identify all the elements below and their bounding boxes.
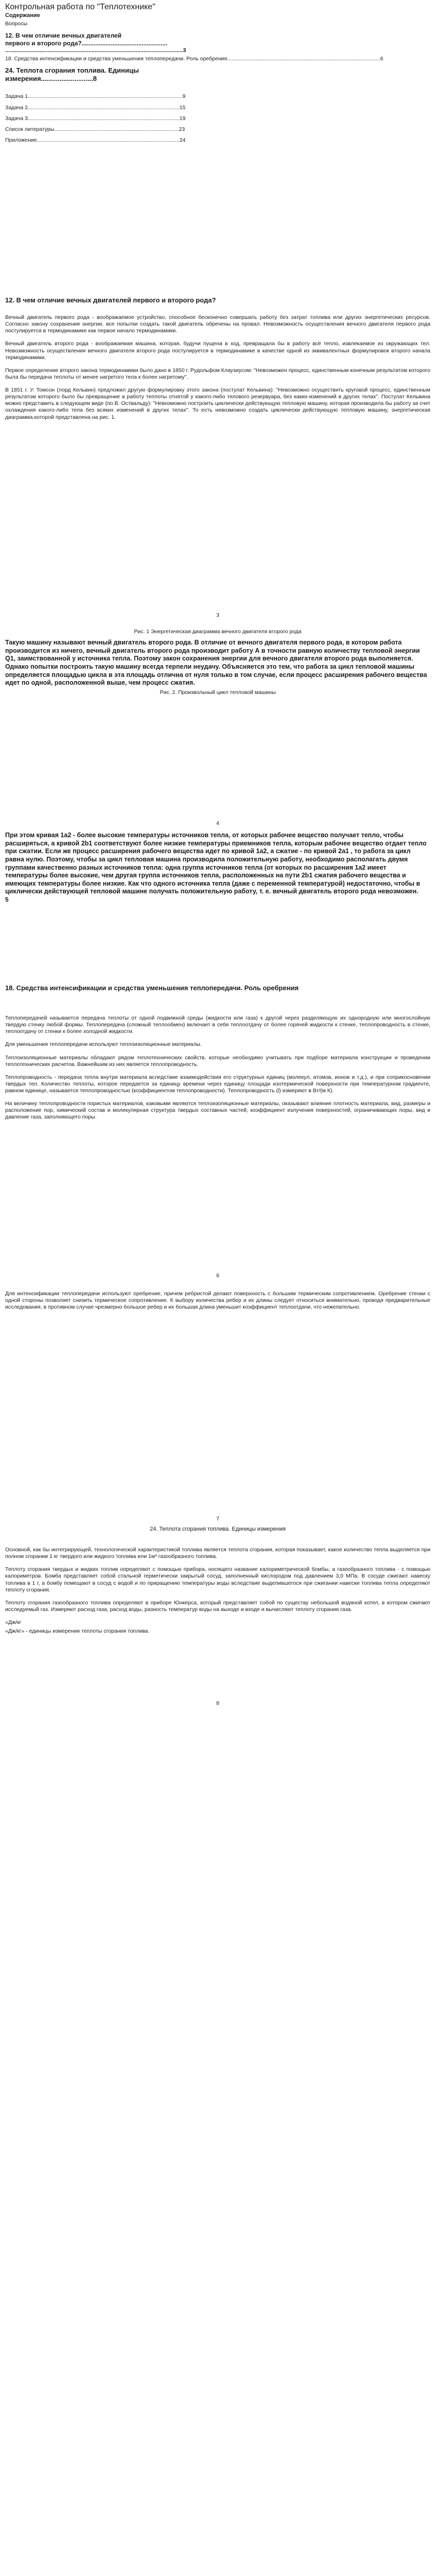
section-24-paragraph-5: «Дж/кг» - единицы измерения теплоты сгорания топлива. xyxy=(5,1628,150,1635)
page-number-7-wrap xyxy=(5,1516,430,1522)
section-18-title: 18. Средства интенсификации и средства уменьшения теплопередачи. Роль оребрения xyxy=(5,984,299,992)
page-number: 6 xyxy=(216,1273,219,1279)
section-12-heading xyxy=(5,296,430,304)
section-18-paragraph-3: Теплоизоляционные материалы обладают рядом теплотехнических свойств, которые необходимо учитывать при подборе материала конструкции и проведении теплотехнических расчетов. Важнейшим из них является теплопроводность. xyxy=(5,1054,430,1067)
questions-label: Вопросы xyxy=(5,20,28,27)
document-title: Контрольная работа по "Теплотехнике" xyxy=(5,3,155,11)
toc-item-18[interactable]: 18. Средства интенсификации и средства уменьшения теплопередачи. Роль оребрения......................................................................................................6 xyxy=(5,55,383,62)
section-12-paragraph-4: В 1851 г. У. Томсон (лорд Кельвин) предложил другую формулировку этого закона (постулат Кельвина): "Невозможно осуществить круговой процесс, единственным результатом которого было бы превращение в работу теплоты отнятой у какого-либо телового резервуара, без каких-изменений в других телах". Постулат Кельвина можно представить в следующем виде (по В. Оствальду): "Невозможно построить циклически действующую тепловую машину, которая производила бы работу за счет охлаждения какого-либо тела без всяких изменений в других телах". То есть невозможно создать циклически действующую тепловую машину, энергетическая диаграмма которой представлена на рис. 1. xyxy=(5,387,430,420)
toc-item-24-line1[interactable]: 24. Теплота сгорания топлива. Единицы xyxy=(5,66,139,74)
section-18-paragraph-4: Теплопроводность - передача тепла внутри материала вследствие взаимодействия его структурных единиц (молекул, атомов, ионов и т.д.), и при соприкосновении твердых тел. Количество теплоты, которое передается за единицу времени через единицу площади изотермической поверхности при температурном градиенте, равном единице, называется теплопроводностью (коэффициентом теплопроводности). Теплопроводность (l) измеряют в Вт/(м К). xyxy=(5,1074,430,1094)
toc-item-12-line3[interactable]: .................................................................................................................3 xyxy=(5,47,186,54)
page-number: 8 xyxy=(216,1700,219,1706)
section-12-paragraph-3: Первое определение второго закона термодинамики было дано в 1850 г. Рудольфом Клаузиусом: "Невозможен процесс, единственным конечным результатом которого была бы передача теплоты от менее нагретого тела к более нагретому". xyxy=(5,367,430,380)
toc-bibliography[interactable]: Список литературы...................................................................................23 xyxy=(5,126,185,132)
toc-appendix[interactable]: Приложение...............................................................................................24 xyxy=(5,137,186,143)
page-number-3-wrap xyxy=(5,612,430,619)
page-number-8-wrap xyxy=(5,1700,430,1707)
section-24-paragraph-2: Теплоту сгорания твердых и жидких топлив определяют с помощью прибора, носящего название калориметрической бомбы, а газообразного топлива - с помощью калориметров. Бомба представляет собой стальной герметически закрытый сосуд, заполненный кислородом под давлением 3,0 МПа. В сосуде сжигают навеску топлива в 1 г, а бомбу помещают в сосуд с водой и по приращению температуры воды вследствие выделившегося при сжигании навески топлива тепла определяют теплоту сгорания. xyxy=(5,1566,430,1593)
section-24-body xyxy=(5,1547,430,1641)
section-24-heading xyxy=(5,1526,430,1533)
section-12-paragraph-1: Вечный двигатель первого рода - воображаемое устройство, способное бесконечно совершать работу без затрат топлива или других энергетических ресурсов. Согласно закону сохранения энергии, все попытки создать такой двигатель обречены на провал. Невозможность осуществления вечного двигателя первого рода постулируется в термодинамике как первое начало термодинамики. xyxy=(5,314,430,334)
section-12-bold-paragraph-2: При этом кривая 1а2 - более высокие температуры источников тепла, от которых рабочее вещество получает тепло, чтобы расширяться, а кривой 2b1 соответствуют более низкие температуры приемников тепла, которым рабочее вещество отдает тепло при сжатии. Если же процесс расширения рабочего вещества идет по кривой 1а2, а сжатие - по кривой 2а1 , то работа за цикл равна нулю. Поэтому, чтобы за цикл тепловая машина производила положительную работу, необходимо располагать двумя группами качественно разных источников тепла: одна группа источников тепла (от которых по расширения 1а2 имеет температуры более высокие, чем другая группа источников тепла, расположенных на пути 2b1 сжатия рабочего вещества и имеющих температуры более низкие. Как что одного источника тепла (даже с переменной температурой) недостаточно, чтобы в циклически действующей тепловой машине получать положительную работу, т. е. вечный двигатель второго рода невозможен. xyxy=(5,832,427,895)
section-12-body xyxy=(5,314,430,427)
table-of-contents xyxy=(5,32,430,144)
toc-task-2[interactable]: Задача 2.....................................................................................................15 xyxy=(5,104,186,111)
section-18-paragraph-6: Для интенсификации теплопередачи используют оребрение, причем ребристой делают поверхность с большим термическим сопротивлением. Оребрение стенки с одной стороны позволяет снизить термическое сопротивление. К выбору количества ребер и их длины следует относиться внимательно, проводя предварительные исследования, в противном случае чрезмерно большое ребер и их большая длина уменьшит коэффициент теплоотдачи, что нежелательно. xyxy=(5,1291,430,1311)
document-header xyxy=(5,2,430,27)
page-number-6-wrap xyxy=(5,1273,430,1279)
toc-task-3[interactable]: Задача 3.....................................................................................................19 xyxy=(5,115,186,122)
section-12-bold-block-1 xyxy=(5,639,430,696)
section-24-paragraph-4: «Дж/кг xyxy=(5,1619,22,1625)
figure-2-caption: Рис. 2. Произвольный цикл тепловой машины xyxy=(160,689,276,696)
section-18-heading xyxy=(5,984,430,992)
section-24-title: 24. Теплота сгорания топлива. Единицы измерения xyxy=(149,1526,286,1532)
section-18-body-2 xyxy=(5,1291,430,1317)
figure-1-caption: Рис. 1 Энергетическая диаграмма вечного двигателя второго рода xyxy=(134,629,302,635)
toc-task-1[interactable]: Задача 1.......................................................................................................9 xyxy=(5,93,186,100)
figure-1-wrap xyxy=(5,629,430,635)
section-24-paragraph-3: Теплоту сгорания газообразного топлива определяют в приборе Юнкерса, который представляет собой по существу небольшой водяной котел, в котором сжигают исследуемый газ. Измеряют расход газа, расход воды, разность температур воды на выходе и входе и вычисляют теплоту сгорания газа. xyxy=(5,1599,430,1613)
section-18-paragraph-2: Для уменьшения теплопередачи используют теплоизоляционные материалы. xyxy=(5,1041,202,1048)
page-number: 4 xyxy=(216,820,219,826)
section-12-bold-paragraph-1: Такую машину называют вечный двигатель второго рода. В отличие от вечного двигателя первого рода, в котором работа производится из ничего, вечный двигатель второго рода производит работу А в точности равную количеству тепловой энергии Q1, заимствованной у источника тепла. Поэтому закон сохранения энергии для вечного двигателя второго рода выполняется. Однако попытки построить такую машину всегда терпели неудачу. Объясняется это тем, что работа за цикл тепловой машины определяется площадью цикла в эта площадь отлична от нуля только в том случае, если процесс расширения рабочего вещества идет по одной, расположенной выше, чем процесс сжатия. xyxy=(5,639,427,687)
toc-item-12-line1[interactable]: 12. В чем отличие вечных двигателей xyxy=(5,32,121,39)
section-18-body xyxy=(5,1015,430,1127)
section-12-title: 12. В чем отличие вечных двигателей первого и второго рода? xyxy=(5,296,216,304)
page-number: 7 xyxy=(216,1516,219,1522)
page-number: 5 xyxy=(5,896,9,903)
section-12-paragraph-2: Вечный двигатель второго рода - воображаемая машина, которая, будучи пущена в ход, превращала бы в работу всё тепло, извлекаемое из окружающих тел. Невозможность осуществления вечного двигателя второго рода постулируется в термодинамике в качестве одной из эквивалентных формулировок второго начала термодинамики. xyxy=(5,341,430,361)
section-18-paragraph-1: Теплопередачей называется передача теплоты от одной подвижной среды (жидкости или газа) к другой через разделяющую их однородную или многослойную твердую стенку любой формы. Теплопередача (сложный теплообмен) включает в себя теплоотдачу от более горячей жидкости к стенке, теплопроводность в стенке, теплоотдачу от стенки к более холодной жидкости. xyxy=(5,1015,430,1035)
toc-item-24-line2[interactable]: измерения............................8 xyxy=(5,75,97,83)
section-18-paragraph-5: На величину теплопроводности пористых материалов, каковыми являются теплоизоляционные материалы, оказывают влияние плотность материала, вид, размеры и расположение пор, химический состав и молекулярная структура твердых составных частей, коэффициент излучения поверхностей, ограничивающих поры, вид и давление газа, заполняющего поры. xyxy=(5,1100,430,1121)
section-24-paragraph-1: Основной, как бы интегрирующей, технологической характеристикой топлива является теплота сгорания, которая показывает, какое количество тепла выделяется при полном сгорании 1 кг твердого или жидкого топлива или 1м³ газообразного топлива. xyxy=(5,1547,430,1560)
toc-item-12-line2[interactable]: первого и второго рода?.................................................. xyxy=(5,40,168,47)
section-12-bold-block-2 xyxy=(5,832,430,904)
page-number-4-wrap xyxy=(5,820,430,827)
page-number: 3 xyxy=(216,612,219,618)
contents-label: Содержание xyxy=(5,12,40,19)
